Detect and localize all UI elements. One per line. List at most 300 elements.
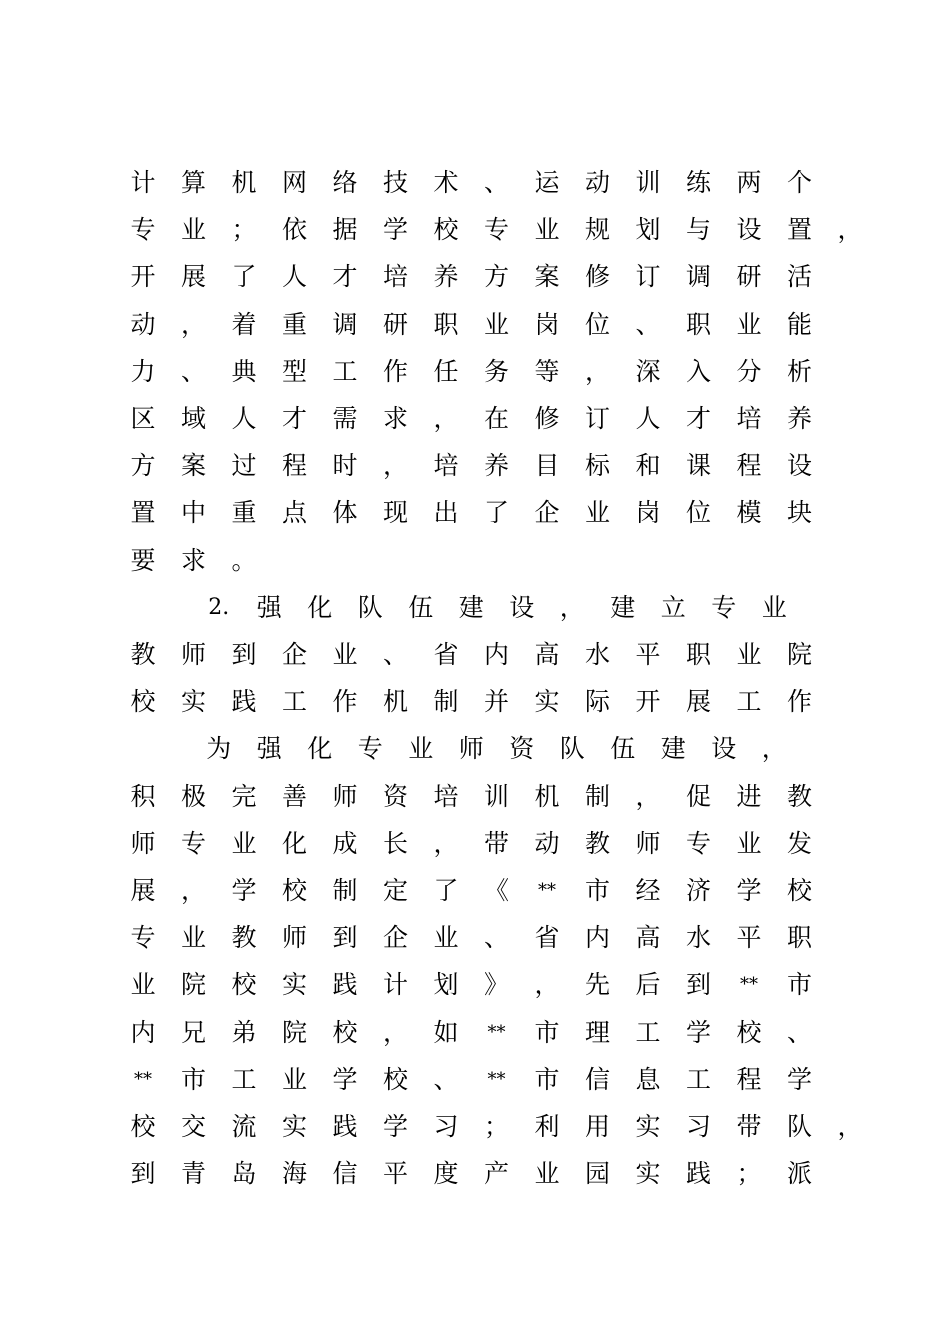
text-line	[0, 546, 950, 593]
text-glyph: 工	[332, 356, 358, 386]
text-glyph: 教	[231, 923, 257, 953]
text-glyph: 业	[534, 1159, 560, 1189]
text-glyph: 专	[130, 215, 156, 245]
text-glyph: 目	[534, 451, 560, 481]
text-glyph: 订	[584, 404, 610, 433]
text-glyph: 践	[231, 687, 257, 717]
text-glyph: 模	[736, 498, 762, 528]
text-glyph: 置	[786, 215, 812, 245]
text-glyph: 如	[433, 1017, 459, 1047]
text-glyph: 业	[180, 923, 206, 953]
text-glyph: 重	[281, 309, 307, 339]
text-glyph: 研	[382, 309, 408, 339]
text-glyph: 求	[382, 404, 408, 433]
text-glyph: 案	[180, 451, 206, 481]
text-glyph: 极	[180, 781, 206, 811]
text-glyph: 际	[584, 687, 610, 717]
text-glyph: 实	[281, 1112, 307, 1141]
text-glyph: 业	[761, 592, 787, 622]
text-glyph: 展	[130, 876, 156, 905]
text-glyph: 训	[483, 781, 509, 811]
text-line	[0, 168, 950, 215]
text-glyph: 力	[130, 356, 156, 386]
text-glyph: 促	[685, 781, 711, 811]
text-glyph: 市	[534, 1017, 560, 1047]
text-glyph: ，	[635, 781, 661, 811]
text-glyph: 养	[786, 404, 812, 433]
text-glyph: ，	[559, 592, 585, 622]
text-glyph: 化	[307, 592, 333, 622]
text-glyph: 入	[685, 356, 711, 386]
text-line	[0, 1065, 950, 1112]
text-glyph: 用	[584, 1112, 610, 1141]
section-heading-line	[0, 687, 950, 734]
text-glyph: 到	[231, 640, 257, 669]
text-glyph: 析	[786, 356, 812, 386]
text-glyph: 进	[736, 781, 762, 811]
text-glyph: 块	[786, 498, 812, 528]
text-glyph: 资	[509, 734, 535, 764]
text-glyph: 位	[584, 309, 610, 339]
text-glyph: 2.	[208, 594, 230, 620]
text-glyph: 学	[685, 1017, 711, 1047]
text-glyph: 程	[281, 451, 307, 481]
text-glyph: 业	[584, 498, 610, 528]
text-glyph: 流	[231, 1112, 257, 1141]
text-glyph: **	[740, 974, 758, 996]
text-glyph: 深	[635, 356, 661, 386]
text-glyph: 队	[357, 592, 383, 622]
text-glyph: 业	[736, 309, 762, 339]
text-glyph: 业	[736, 640, 762, 669]
text-glyph: 点	[281, 498, 307, 528]
text-glyph: 校	[736, 1017, 762, 1047]
text-glyph: 经	[635, 876, 661, 905]
text-glyph: 伍	[408, 592, 434, 622]
text-glyph: 作	[786, 687, 812, 717]
text-line	[0, 262, 950, 309]
text-glyph: 水	[685, 923, 711, 953]
text-glyph: 设	[711, 734, 737, 764]
text-glyph: 省	[433, 640, 459, 669]
text-glyph: 业	[231, 828, 257, 858]
text-glyph: 职	[685, 640, 711, 669]
text-glyph: **	[487, 1068, 506, 1090]
text-glyph: 型	[281, 356, 307, 386]
text-glyph: 业	[483, 309, 509, 339]
text-glyph: ；	[736, 1159, 762, 1189]
text-glyph: 企	[281, 640, 307, 669]
text-glyph: 现	[382, 498, 408, 528]
text-glyph: 学	[382, 215, 408, 245]
text-glyph: 人	[281, 262, 307, 292]
text-glyph: 练	[685, 168, 711, 197]
text-glyph: ，	[382, 1017, 408, 1047]
text-glyph: 需	[332, 404, 358, 433]
text-glyph: ；	[483, 1112, 509, 1141]
text-glyph: 伍	[610, 734, 636, 764]
text-glyph: 学	[332, 1064, 358, 1094]
text-glyph: 化	[307, 734, 333, 764]
text-glyph: 带	[483, 828, 509, 858]
text-glyph: 位	[685, 498, 711, 528]
text-glyph: 校	[332, 1017, 358, 1047]
text-glyph: 校	[433, 215, 459, 245]
text-glyph: 运	[534, 168, 560, 197]
text-glyph: 划	[433, 970, 459, 1000]
text-line	[0, 923, 950, 970]
text-line	[0, 782, 950, 829]
text-glyph: ；	[231, 215, 257, 245]
text-glyph: ，	[534, 970, 560, 1000]
text-glyph: 个	[786, 168, 812, 197]
text-glyph: 队	[786, 1112, 812, 1141]
text-glyph: 划	[635, 215, 661, 245]
text-glyph: 业	[281, 1064, 307, 1094]
text-glyph: 程	[736, 1064, 762, 1094]
text-glyph: 据	[332, 215, 358, 245]
text-line	[0, 1159, 950, 1206]
text-glyph: 长	[382, 828, 408, 858]
text-glyph: 案	[534, 262, 560, 292]
text-glyph: 校	[786, 876, 812, 905]
text-glyph: 强	[256, 592, 282, 622]
text-glyph: 建	[610, 592, 636, 622]
text-glyph: 作	[382, 356, 408, 386]
text-glyph: 展	[180, 262, 206, 292]
text-glyph: 实	[635, 1112, 661, 1141]
text-glyph: **	[538, 880, 556, 901]
text-line	[0, 829, 950, 876]
text-glyph: 并	[483, 687, 509, 717]
text-glyph: 养	[483, 451, 509, 481]
text-glyph: 要	[130, 545, 156, 575]
text-glyph: 求	[180, 545, 206, 575]
text-glyph: 强	[256, 734, 282, 764]
text-glyph: 立	[660, 592, 686, 622]
text-glyph: **	[134, 1068, 152, 1090]
text-glyph: 习	[685, 1112, 711, 1141]
text-glyph: 分	[736, 356, 762, 386]
text-glyph: 业	[408, 734, 434, 764]
text-glyph: 平	[635, 640, 661, 669]
text-line	[0, 498, 950, 545]
text-glyph: 学	[231, 876, 257, 905]
text-glyph: 专	[685, 828, 711, 858]
text-glyph: 制	[332, 876, 358, 905]
text-glyph: 开	[635, 687, 661, 717]
text-glyph: 青	[180, 1159, 206, 1189]
text-glyph: 市	[180, 1064, 206, 1094]
text-glyph: 实	[180, 687, 206, 717]
text-glyph: 络	[332, 168, 358, 197]
text-glyph: 课	[685, 451, 711, 481]
text-glyph: 与	[685, 215, 711, 245]
text-glyph: 校	[130, 1112, 156, 1141]
text-glyph: 区	[130, 404, 156, 433]
text-glyph: 善	[281, 781, 307, 811]
text-glyph: 、	[483, 168, 509, 197]
text-glyph: 师	[180, 640, 206, 669]
text-glyph: 专	[130, 923, 156, 953]
text-glyph: 订	[635, 262, 661, 292]
text-glyph: 技	[382, 168, 408, 197]
text-glyph: 后	[635, 970, 661, 1000]
text-glyph: 岗	[534, 309, 560, 339]
text-glyph: 术	[433, 168, 459, 197]
text-glyph: 和	[635, 451, 661, 481]
text-line	[0, 876, 950, 923]
text-glyph: 完	[231, 781, 257, 811]
text-glyph: 济	[685, 876, 711, 905]
text-glyph: 教	[584, 828, 610, 858]
text-glyph: 重	[231, 498, 257, 528]
text-glyph: 制	[433, 687, 459, 717]
text-glyph: 学	[786, 1064, 812, 1094]
text-glyph: 化	[281, 828, 307, 858]
text-glyph: 才	[685, 404, 711, 433]
text-glyph: ，	[837, 1112, 863, 1141]
text-glyph: 到	[332, 923, 358, 953]
text-glyph: 职	[685, 309, 711, 339]
text-glyph: 时	[332, 451, 358, 481]
text-glyph: 在	[483, 404, 509, 433]
text-glyph: 工	[281, 687, 307, 717]
text-glyph: 交	[180, 1112, 206, 1141]
text-glyph: 业	[332, 640, 358, 669]
text-glyph: 计	[130, 168, 156, 197]
text-glyph: 等	[534, 356, 560, 386]
text-glyph: 高	[534, 640, 560, 669]
text-glyph: 为	[206, 734, 232, 764]
text-glyph: 设	[736, 215, 762, 245]
text-glyph: 过	[231, 451, 257, 481]
text-glyph: ，	[837, 215, 863, 245]
text-line	[0, 1018, 950, 1065]
text-glyph: 展	[685, 687, 711, 717]
text-glyph: 市	[584, 876, 610, 905]
text-glyph: 机	[231, 168, 257, 197]
text-glyph: 才	[332, 262, 358, 292]
text-glyph: 动	[534, 828, 560, 858]
text-glyph: ，	[433, 404, 459, 433]
text-glyph: 设	[509, 592, 535, 622]
text-glyph: 园	[584, 1159, 610, 1189]
text-glyph: 人	[231, 404, 257, 433]
text-glyph: 内	[130, 1017, 156, 1047]
text-glyph: 到	[130, 1159, 156, 1189]
text-glyph: 方	[483, 262, 509, 292]
text-glyph: 建	[660, 734, 686, 764]
text-glyph: 建	[458, 592, 484, 622]
text-glyph: 算	[180, 168, 206, 197]
text-glyph: 能	[786, 309, 812, 339]
text-glyph: 积	[130, 781, 156, 811]
text-glyph: 标	[584, 451, 610, 481]
text-glyph: 职	[786, 923, 812, 953]
text-glyph: 两	[736, 168, 762, 197]
text-glyph: 、	[433, 1064, 459, 1094]
text-glyph: 专	[711, 592, 737, 622]
text-glyph: 》	[483, 970, 509, 1000]
text-glyph: 职	[433, 309, 459, 339]
text-glyph: 业	[130, 970, 156, 1000]
text-glyph: 先	[584, 970, 610, 1000]
text-glyph: 内	[584, 923, 610, 953]
text-glyph: 作	[332, 687, 358, 717]
text-glyph: 机	[382, 687, 408, 717]
text-glyph: 岛	[231, 1159, 257, 1189]
text-glyph: 中	[180, 498, 206, 528]
text-glyph: 务	[483, 356, 509, 386]
text-glyph: 。	[231, 545, 257, 575]
text-glyph: 业	[736, 828, 762, 858]
text-glyph: 、	[382, 640, 408, 669]
text-glyph: 岗	[635, 498, 661, 528]
text-glyph: 市	[534, 1064, 560, 1094]
text-glyph: ，	[180, 309, 206, 339]
text-glyph: 师	[635, 828, 661, 858]
text-glyph: 典	[231, 356, 257, 386]
text-glyph: 方	[130, 451, 156, 481]
text-glyph: 训	[635, 168, 661, 197]
text-glyph: 信	[584, 1064, 610, 1094]
text-glyph: 、	[786, 1017, 812, 1047]
text-glyph: 制	[584, 781, 610, 811]
text-glyph: 体	[332, 498, 358, 528]
section-heading-line	[0, 593, 950, 640]
text-glyph: 研	[736, 262, 762, 292]
text-glyph: 网	[281, 168, 307, 197]
text-glyph: 养	[433, 262, 459, 292]
text-glyph: 海	[281, 1159, 307, 1189]
text-glyph: 平	[736, 923, 762, 953]
text-glyph: 实	[281, 970, 307, 1000]
text-glyph: 带	[736, 1112, 762, 1141]
text-glyph: 水	[584, 640, 610, 669]
text-glyph: **	[487, 1021, 506, 1043]
text-glyph: 派	[786, 1159, 812, 1189]
text-glyph: 资	[382, 781, 408, 811]
text-glyph: 信	[332, 1159, 358, 1189]
text-glyph: 了	[433, 876, 459, 905]
text-glyph: 工	[231, 1064, 257, 1094]
text-glyph: 实	[635, 1159, 661, 1189]
text-glyph: 工	[685, 1064, 711, 1094]
text-glyph: 利	[534, 1112, 560, 1141]
text-glyph: 理	[584, 1017, 610, 1047]
text-glyph: 工	[635, 1017, 661, 1047]
text-glyph: 计	[382, 970, 408, 1000]
text-glyph: 程	[736, 451, 762, 481]
text-glyph: 学	[382, 1112, 408, 1141]
text-glyph: 兄	[180, 1017, 206, 1047]
text-glyph: 企	[534, 498, 560, 528]
text-glyph: 专	[483, 215, 509, 245]
text-glyph: 成	[332, 828, 358, 858]
text-line	[0, 451, 950, 498]
text-glyph: ，	[180, 876, 206, 905]
text-glyph: 出	[433, 498, 459, 528]
text-glyph: 开	[130, 262, 156, 292]
text-glyph: 设	[786, 451, 812, 481]
text-glyph: 调	[685, 262, 711, 292]
text-glyph: 了	[483, 498, 509, 528]
text-glyph: 师	[281, 923, 307, 953]
text-glyph: 域	[180, 404, 206, 433]
text-glyph: 业	[433, 923, 459, 953]
text-glyph: 才	[281, 404, 307, 433]
text-glyph: 平	[382, 1159, 408, 1189]
text-glyph: 省	[534, 923, 560, 953]
text-glyph: 培	[736, 404, 762, 433]
text-glyph: 置	[130, 498, 156, 528]
text-glyph: ，	[761, 734, 787, 764]
text-glyph: 践	[685, 1159, 711, 1189]
text-glyph: 定	[382, 876, 408, 905]
text-line	[0, 734, 950, 781]
text-glyph: 动	[130, 309, 156, 339]
text-line	[0, 357, 950, 404]
text-glyph: 工	[736, 687, 762, 717]
text-glyph: 弟	[231, 1017, 257, 1047]
text-glyph: 息	[635, 1064, 661, 1094]
text-glyph: 任	[433, 356, 459, 386]
text-line	[0, 970, 950, 1017]
text-glyph: 了	[231, 262, 257, 292]
text-glyph: 队	[559, 734, 585, 764]
text-glyph: 校	[281, 876, 307, 905]
text-line	[0, 404, 950, 451]
text-glyph: 依	[281, 215, 307, 245]
text-glyph: 市	[786, 970, 812, 1000]
text-glyph: 到	[685, 970, 711, 1000]
text-glyph: 师	[332, 781, 358, 811]
text-line	[0, 1112, 950, 1159]
text-glyph: 企	[382, 923, 408, 953]
text-glyph: 校	[130, 687, 156, 717]
text-glyph: 专	[180, 828, 206, 858]
text-glyph: 发	[786, 828, 812, 858]
text-glyph: 院	[786, 640, 812, 669]
text-glyph: 业	[534, 215, 560, 245]
text-glyph: 学	[736, 876, 762, 905]
text-glyph: 机	[534, 781, 560, 811]
text-line	[0, 215, 950, 262]
text-glyph: 教	[786, 781, 812, 811]
text-glyph: 动	[584, 168, 610, 197]
text-glyph: 人	[635, 404, 661, 433]
text-glyph: 高	[635, 923, 661, 953]
text-glyph: 践	[332, 1112, 358, 1141]
text-glyph: 培	[382, 262, 408, 292]
text-glyph: 、	[635, 309, 661, 339]
text-glyph: 践	[332, 970, 358, 1000]
text-glyph: 、	[483, 923, 509, 953]
text-glyph: 、	[180, 356, 206, 386]
text-glyph: 调	[332, 309, 358, 339]
text-glyph: 院	[180, 970, 206, 1000]
text-glyph: 习	[433, 1112, 459, 1141]
text-glyph: 培	[433, 451, 459, 481]
text-glyph: 校	[382, 1064, 408, 1094]
text-glyph: 教	[130, 640, 156, 669]
text-line	[0, 310, 950, 357]
text-glyph: 规	[584, 215, 610, 245]
text-glyph: 师	[130, 828, 156, 858]
text-glyph: 师	[458, 734, 484, 764]
text-glyph: 内	[483, 640, 509, 669]
